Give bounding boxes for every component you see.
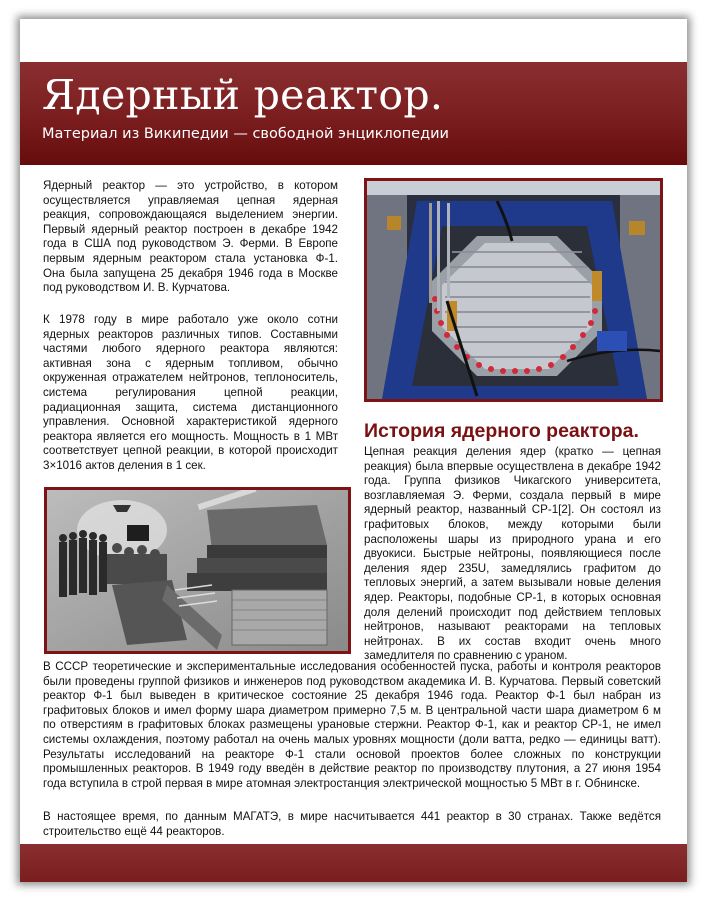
intro-paragraph-1: Ядерный реактор — это устройство, в котором осуществляется управляемая цепная ядерная реакция, сопровождающаяся выделением энергии. Первый ядерный реактор построен в декабре 1942 года в США под руководством Э. Ферми. В Европе первым ядерным реактором стала установка Ф-1. Она была запущена 25 декабря 1946 года в Москве под руководством И. В. Курчатова. [43, 179, 338, 295]
footer-banner [20, 844, 687, 882]
header-banner [20, 62, 687, 165]
reactor-core-image [367, 181, 660, 399]
reactor-core-photo [364, 178, 663, 402]
history-paragraph-2: В СССР теоретические и экспериментальные исследования особенностей пуска, работы и контроля реакторов были проведены группой физиков и инженеров под руководством академика И. В. Курчатова. Первый советский реактор Ф-1 был выведен в критическое состояние 25 декабря 1946 года. Реактор Ф-1 был набран из графитовых блоков и имел форму шара диаметром примерно 7,5 м. В центральной части шара диаметром 6 м по отверстиям в графитовых блоках размещены урановые стержни. Реактор Ф-1, как и реактор СР-1, не имел системы охлаждения, поэтому работал на очень малых уровнях мощности (доли ватта, редко — единицы ватт). Результаты исследований на реакторе Ф-1 стали основой проектов более сложных по конструкции промышленных реакторов. В 1949 году введён в действие реактор по производству плутония, а 27 июня 1954 года вступила в строй первая в мире атомная электростанция электрической мощностью 5 МВт в г. Обнинске. [43, 660, 661, 790]
document-page [20, 19, 687, 882]
chicago-pile-painting [44, 487, 351, 654]
intro-paragraph-2: К 1978 году в мире работало уже около сотни ядерных реакторов различных типов. Составными частями любого ядерного реактора являются: активная зона с ядерным топливом, обычно окруженная отражателем нейтронов, теплоноситель, система регулирования цепной реакции, радиационная защита, система дистанционного управления. Основной характеристикой ядерного реактора является его мощность. Мощность в 1 МВт соответствует цепной реакции, в которой происходит 3×1016 актов деления в 1 сек. [43, 313, 338, 472]
history-paragraph-3: В настоящее время, по данным МАГАТЭ, в мире насчитывается 441 реактор в 30 странах. Также ведётся строительство ещё 44 реакторов. [43, 810, 661, 838]
page-subtitle: Материал из Википедии — свободной энциклопедии [42, 126, 449, 142]
chicago-pile-image [47, 490, 348, 651]
history-paragraph-1: Цепная реакция деления ядер (кратко — цепная реакция) была впервые осуществлена в декабре 1942 года. Группа физиков Чикагского университета, возглавляемая Э. Ферми, создала первый в мире ядерный реактор, названный СР-1[2]. Он состоял из графитовых блоков, между которыми были расположены шары из природного урана и его двуокиси. Быстрые нейтроны, появляющиеся после деления ядер 235U, замедлялись графитом до тепловых энергий, а затем вызывали новые деления ядер. Реакторы, подобные СР-1, в которых основная доля делений происходит под действием тепловых нейтронов, называют реакторами на тепловых нейтронах. В их состав входит очень много замедлителя по сравнению с ураном. [364, 445, 661, 663]
page-title: Ядерный реактор. [42, 71, 444, 119]
history-heading: История ядерного реактора. [364, 420, 639, 442]
